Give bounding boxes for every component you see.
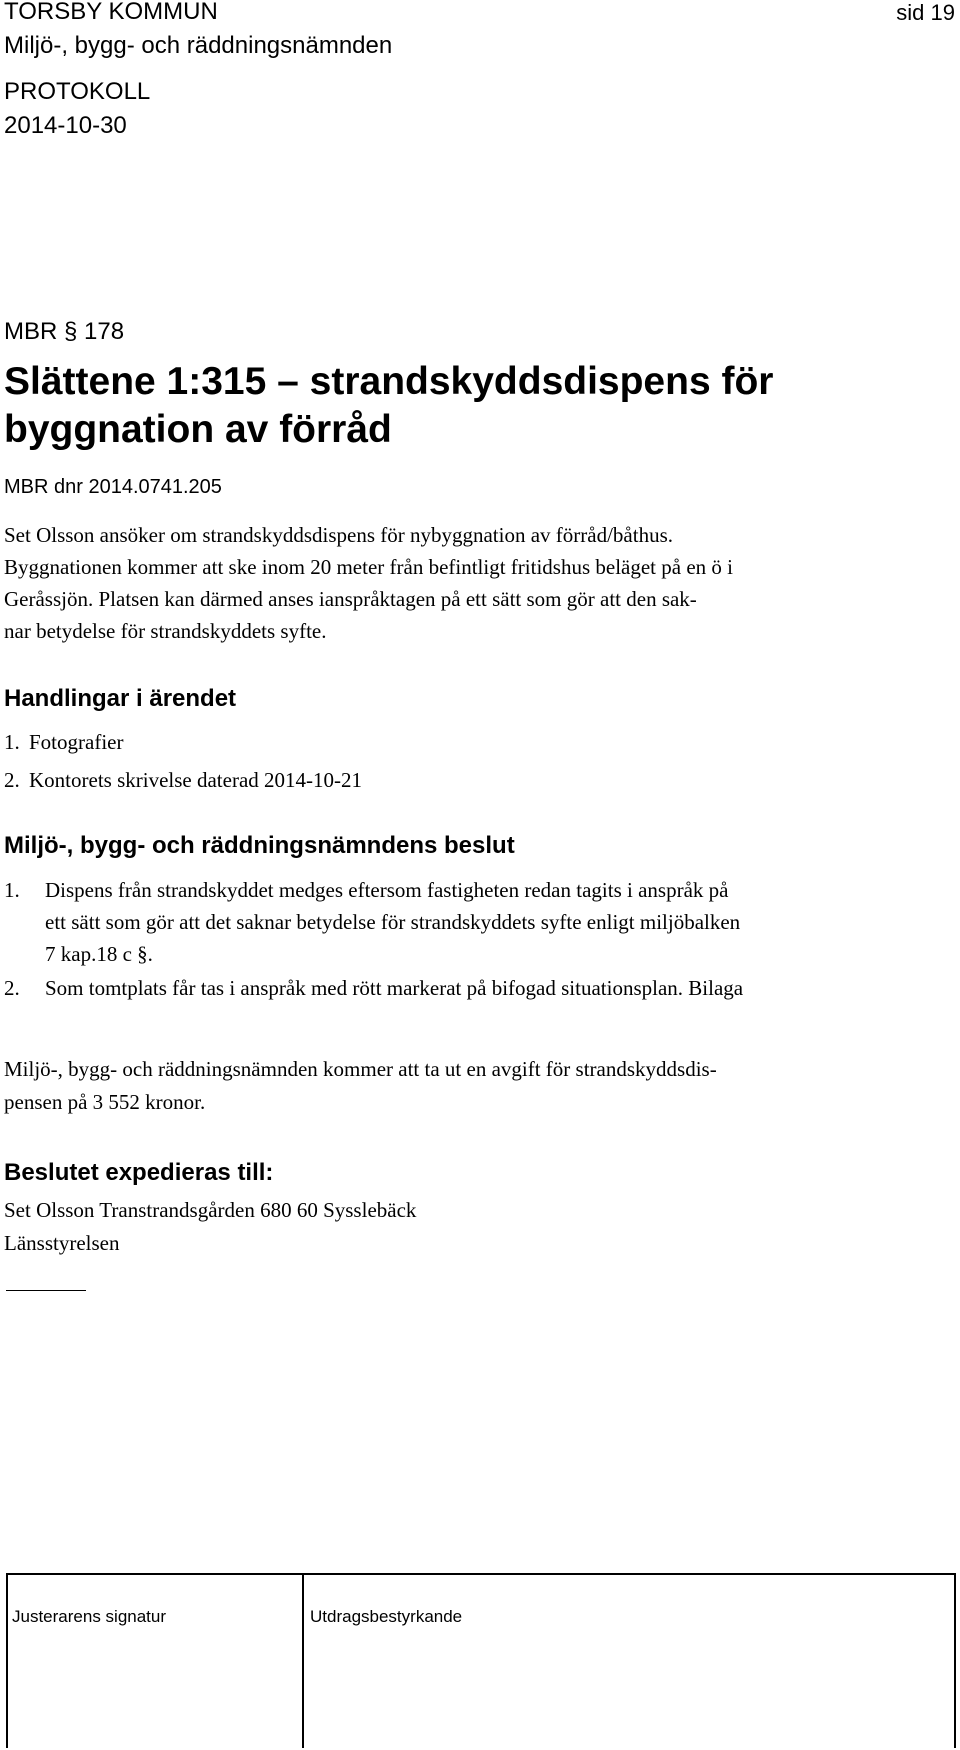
intro-line1: Set Olsson ansöker om strandskyddsdispens för nybyggnation av förråd/båthus. xyxy=(4,523,673,547)
decision-item1-num: 1. xyxy=(4,878,20,902)
page-number: sid 19 xyxy=(896,0,955,25)
decision-item2-num: 2. xyxy=(4,976,20,1000)
org-name: TORSBY KOMMUN xyxy=(4,0,218,25)
footer-certification-label: Utdragsbestyrkande xyxy=(310,1607,463,1626)
footer-top-line xyxy=(6,1573,956,1575)
document-item-num: 1. xyxy=(4,730,20,754)
documents-heading: Handlingar i ärendet xyxy=(4,685,237,712)
intro-line3: Geråssjön. Platsen kan därmed anses ianspråktagen på ett sätt som gör att den sak- xyxy=(4,587,697,611)
document-item-text: Fotografier xyxy=(29,730,124,754)
intro-line4: nar betydelse för strandskyddets syfte. xyxy=(4,619,327,643)
decision-heading: Miljö-, bygg- och räddningsnämndens beslut xyxy=(4,832,515,859)
decision-item2-line1: Som tomtplats får tas i anspråk med rött markerat på bifogad situationsplan. Bilaga xyxy=(45,976,744,1000)
decision-item1-line1: Dispens från strandskyddet medges eftersom fastigheten redan tagits i anspråk på xyxy=(45,878,729,902)
intro-line2: Byggnationen kommer att ske inom 20 meter från befintligt fritidshus beläget på en ö i xyxy=(4,555,733,579)
dispatch-recipient-1: Set Olsson Transtrandsgården 680 60 Sysslebäck xyxy=(4,1198,417,1222)
dispatch-recipient-2: Länsstyrelsen xyxy=(4,1231,120,1255)
footer-left-border xyxy=(6,1573,8,1748)
case-title-line2: byggnation av förråd xyxy=(4,408,392,451)
fee-line1: Miljö-, bygg- och räddningsnämnden kommer att ta ut en avgift för strandskyddsdis- xyxy=(4,1057,717,1081)
footer-right-border xyxy=(954,1573,956,1748)
document-item-num: 2. xyxy=(4,768,20,792)
decision-item1-line2: ett sätt som gör att det saknar betydelse för strandskyddets syfte enligt miljöbalken xyxy=(45,910,741,934)
divider xyxy=(6,1290,86,1291)
board-name: Miljö-, bygg- och räddningsnämnden xyxy=(4,32,393,59)
decision-item1-line3: 7 kap.18 c §. xyxy=(45,942,153,966)
dispatch-heading: Beslutet expedieras till: xyxy=(4,1159,274,1186)
document-item-1 xyxy=(4,726,123,758)
fee-line2: pensen på 3 552 kronor. xyxy=(4,1090,206,1114)
doc-type: PROTOKOLL xyxy=(4,78,151,105)
footer-divider xyxy=(302,1573,304,1748)
footer-signature-label: Justerarens signatur xyxy=(12,1607,167,1626)
document-item-2 xyxy=(4,764,362,796)
meeting-date: 2014-10-30 xyxy=(4,112,127,139)
document-item-text: Kontorets skrivelse daterad 2014-10-21 xyxy=(29,768,362,792)
case-title-line1: Slättene 1:315 – strandskyddsdispens för xyxy=(4,360,774,403)
case-number: MBR § 178 xyxy=(4,318,125,345)
case-dnr: MBR dnr 2014.0741.205 xyxy=(4,476,222,498)
